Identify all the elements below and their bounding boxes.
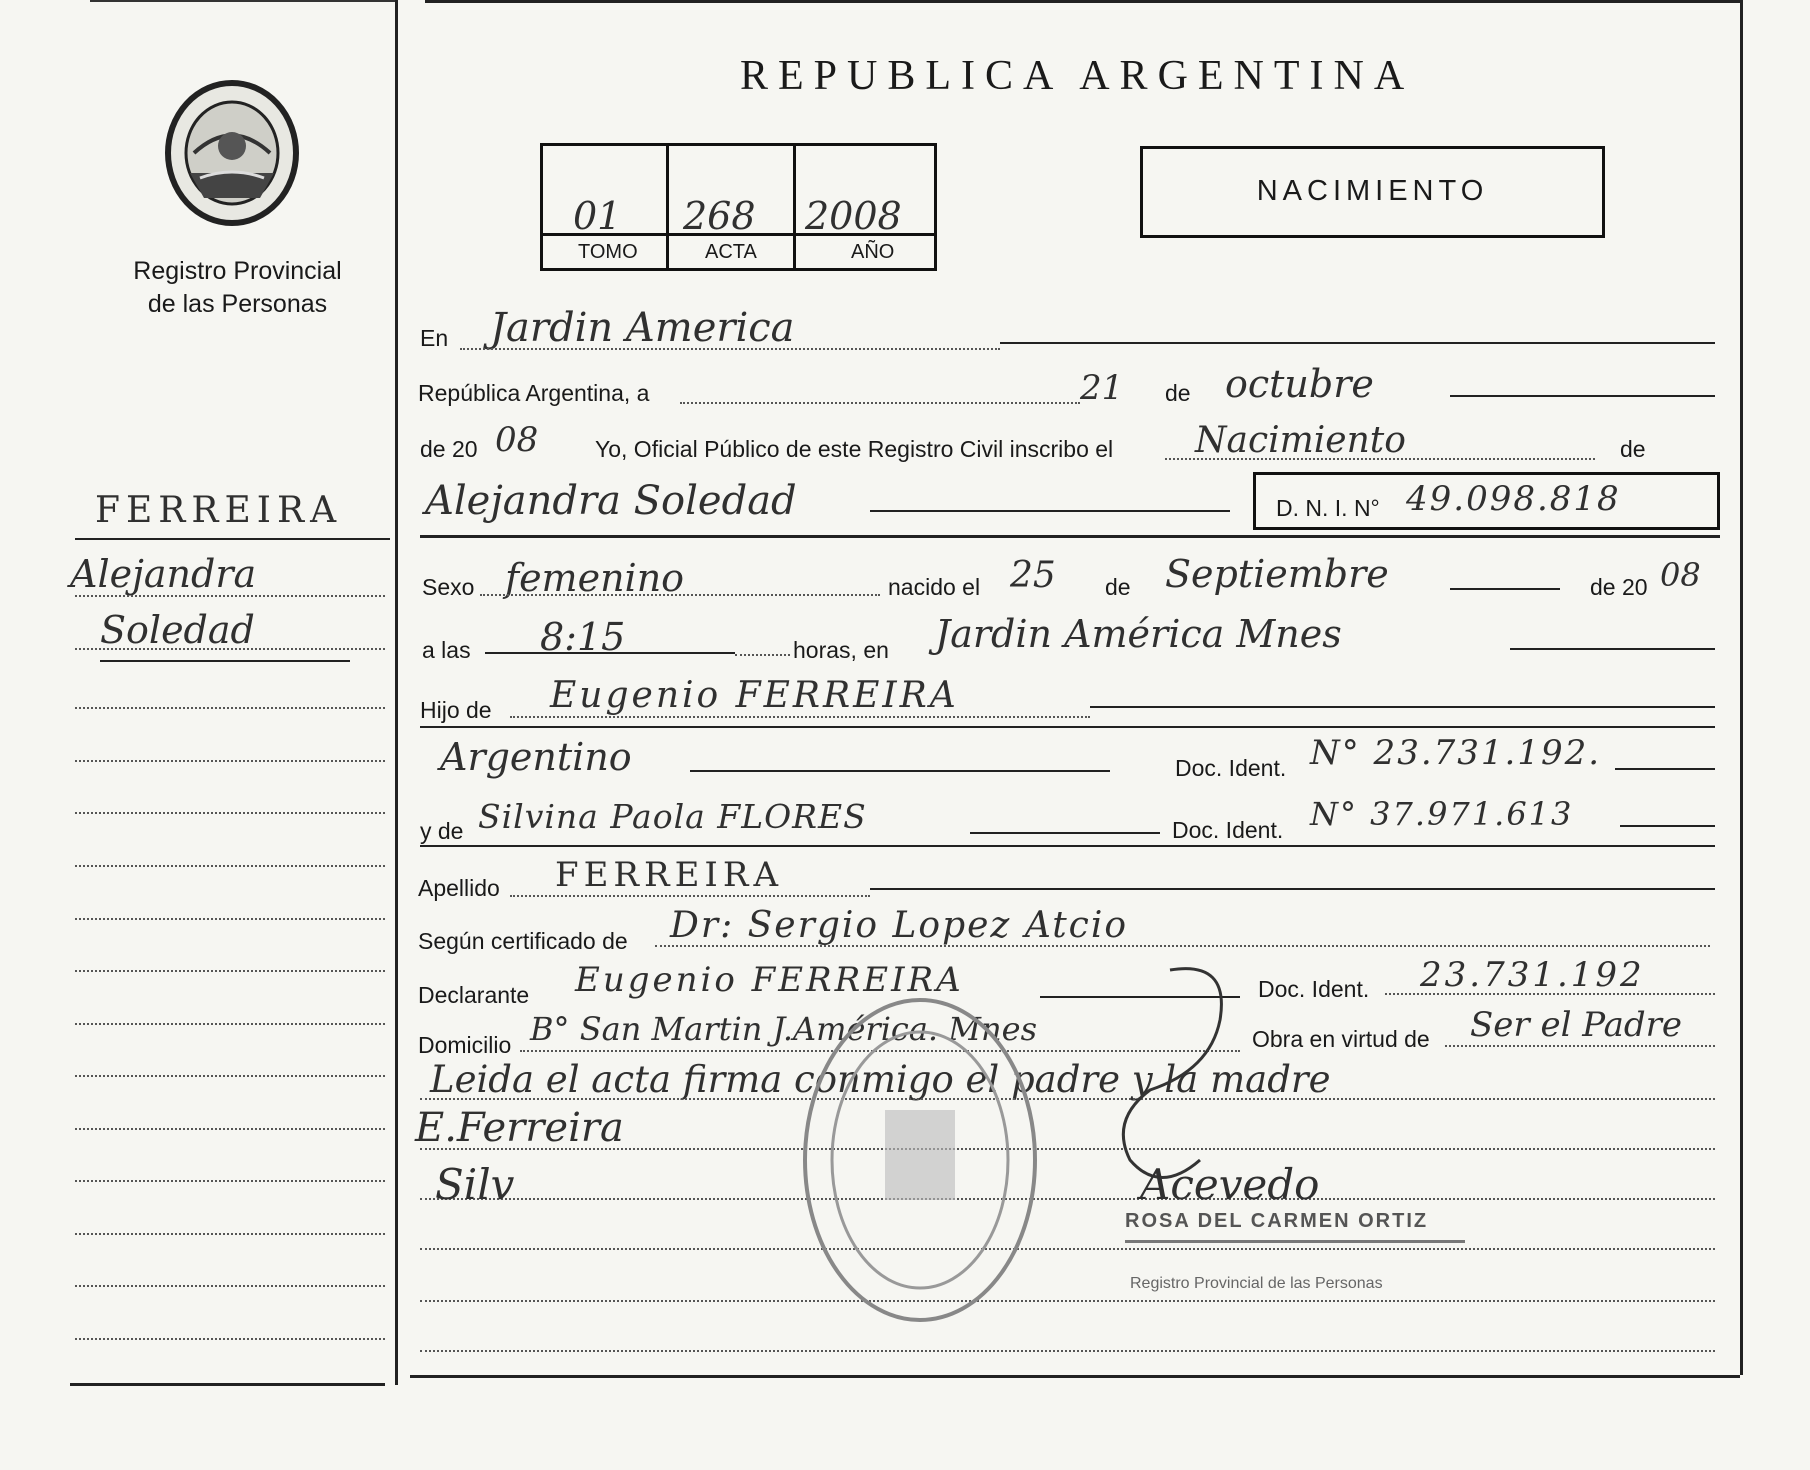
acta-value: 268 — [683, 194, 756, 238]
margin-surname: FERREIRA — [95, 490, 343, 531]
obra-label: Obra en virtud de — [1252, 1026, 1430, 1052]
right-page-border — [1740, 0, 1743, 1375]
oficial-text: Yo, Oficial Público de este Registro Civil inscribo el — [595, 436, 1114, 462]
official-round-stamp — [795, 990, 1045, 1330]
declarant-signature: E.Ferreira — [415, 1105, 624, 1151]
declarante-value: Eugenio FERREIRA — [575, 960, 964, 1000]
dni-value: 49.098.818 — [1406, 479, 1621, 519]
registry-name — [95, 255, 380, 321]
official-stamp-line-1: ROSA DEL CARMEN ORTIZ — [1125, 1210, 1429, 1232]
year-prefix: de 20 — [420, 436, 478, 462]
provincial-seal-logo — [160, 78, 305, 228]
dni-label: D. N. I. N° — [1276, 495, 1380, 521]
margin-given-name-2: Soledad — [100, 608, 255, 652]
sexo-label: Sexo — [422, 574, 475, 600]
place-value: Jardin America — [490, 305, 795, 351]
domicilio-value: B° San Martin J.América. Mnes — [530, 1010, 1037, 1048]
anio-label: AÑO — [851, 241, 895, 263]
tomo-label: TOMO — [578, 241, 638, 263]
y-de-label: y de — [420, 818, 464, 844]
dni-box — [1253, 472, 1720, 530]
registry-line-1: Registro Provincial — [133, 257, 342, 285]
en-label: En — [420, 325, 449, 351]
republica-label: República Argentina, a — [418, 380, 650, 406]
doc-ident-label-declarante: Doc. Ident. — [1258, 976, 1370, 1002]
official-stamp-underline — [1125, 1240, 1465, 1243]
a-las-label: a las — [422, 637, 471, 663]
top-border-right — [425, 0, 1740, 3]
father-name: Eugenio FERREIRA — [550, 675, 959, 716]
birth-place: Jardin América Mnes — [935, 612, 1342, 656]
father-nationality: Argentino — [440, 735, 632, 779]
doc-ident-label-mother: Doc. Ident. — [1172, 817, 1284, 843]
certificado-value: Dr: Sergio Lopez Atcio — [670, 905, 1129, 946]
country-title: REPUBLICA ARGENTINA — [740, 53, 1415, 99]
observation-text: Leida el acta firma conmigo el padre y la madre — [430, 1058, 1331, 1101]
sexo-value: femenino — [505, 556, 685, 600]
official-signature: Acevedo — [1140, 1160, 1320, 1209]
month-value: octubre — [1225, 362, 1374, 406]
left-column-divider — [395, 0, 398, 1385]
bottom-border-right — [410, 1375, 1740, 1378]
birth-year-prefix: de 20 — [1590, 574, 1648, 600]
de-label-2: de — [1620, 436, 1646, 462]
birth-year-suffix: 08 — [1660, 556, 1701, 594]
birth-time: 8:15 — [540, 615, 626, 659]
domicilio-label: Domicilio — [418, 1032, 512, 1058]
day-value: 21 — [1080, 368, 1124, 408]
top-border-left — [90, 0, 395, 2]
doc-ident-label-father: Doc. Ident. — [1175, 755, 1287, 781]
birth-day: 25 — [1010, 555, 1056, 596]
mother-name: Silvina Paola FLORES — [478, 797, 867, 836]
inscription-type: Nacimiento — [1195, 420, 1406, 461]
mother-signature: Silv — [435, 1160, 515, 1209]
birth-month: Septiembre — [1165, 552, 1389, 596]
declarante-doc: 23.731.192 — [1420, 955, 1645, 995]
apellido-label: Apellido — [418, 875, 500, 901]
margin-given-name-1: Alejandra — [70, 552, 257, 596]
de-label: de — [1165, 380, 1191, 406]
tomo-value: 01 — [573, 194, 622, 238]
official-stamp-line-2: Registro Provincial de las Personas — [1130, 1275, 1383, 1292]
anio-value: 2008 — [805, 194, 902, 238]
horas-label: horas, en — [793, 637, 889, 663]
child-name: Alejandra Soledad — [425, 478, 797, 524]
certificado-label: Según certificado de — [418, 928, 628, 954]
record-type: NACIMIENTO — [1256, 175, 1489, 207]
nacido-label: nacido el — [888, 574, 981, 600]
declarante-label: Declarante — [418, 982, 530, 1008]
obra-value: Ser el Padre — [1470, 1005, 1683, 1045]
de-label-3: de — [1105, 574, 1131, 600]
apellido-value: FERREIRA — [555, 855, 784, 895]
acta-label: ACTA — [705, 241, 757, 263]
registry-line-2: de las Personas — [147, 290, 328, 318]
year-suffix: 08 — [495, 420, 539, 460]
hijo-label: Hijo de — [420, 697, 492, 723]
mother-doc: N° 37.971.613 — [1310, 795, 1574, 833]
official-signature-loop — [1110, 960, 1240, 1190]
bottom-border-left — [70, 1383, 385, 1386]
record-id-table — [540, 143, 937, 271]
father-doc: N° 23.731.192. — [1310, 733, 1602, 773]
record-type-box — [1140, 146, 1605, 238]
